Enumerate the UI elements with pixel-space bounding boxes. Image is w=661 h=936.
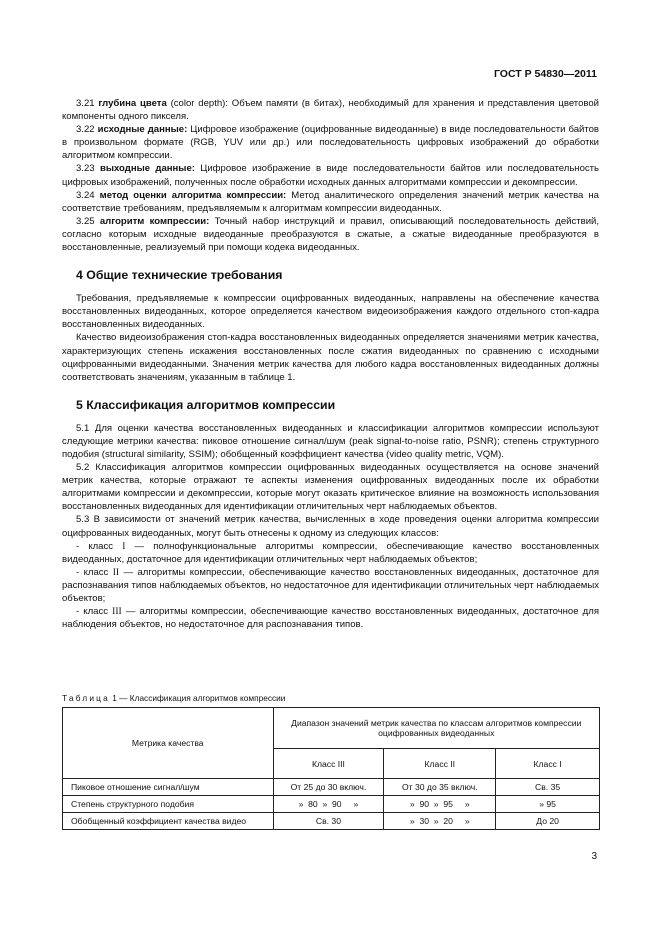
clause-5-2: 5.2 Классификация алгоритмов компрессии оцифрованных видеоданных осуществляется на основе значений метрик качества, которые отражают те аспекты изменения оцифрованных видеоданных после их обработки алгоритмами компрессии и декомпрессии, которые могут оказать критическое влияние на возможность использования восстановленных видеоданных для идентификации отличительных черт наблюдаемых объектов.: [62, 462, 599, 513]
metric-cell: Пиковое отношение сигнал/шум: [63, 779, 274, 796]
class-iii-cell: Св. 30: [273, 813, 384, 830]
table-caption: [62, 693, 285, 703]
definition-text: (color depth): Объем памяти (в битах), необходимый для хранения и представления цветовой компоненты одного пикселя.: [62, 98, 599, 123]
metric-cell: Степень структурного подобия: [63, 796, 274, 813]
class-description: — алгоритмы компрессии, обеспечивающие качество восстановленных видеоданных, достаточное для распознавания типов наблюдаемых объектов, но недостаточное для идентификации отличительных черт наблюдаемых объектов;: [62, 566, 599, 604]
definition-number: 3.22: [76, 124, 95, 136]
definition-number: 3.23: [76, 163, 95, 175]
class-roman: II: [112, 566, 120, 578]
document-body: [62, 97, 599, 631]
definition-text: Цифровое изображение в виде последовательности байтов или последовательность цифровых изображений, полученных после обработки исходных данных алгоритмами компрессии и декомпрессии.: [62, 163, 600, 188]
class-i-cell: Св. 35: [496, 779, 600, 796]
definition-3-25: [62, 215, 599, 254]
class-ii-item: [62, 566, 599, 605]
definition-3-21: [62, 97, 599, 123]
class-iii-item: [62, 605, 599, 631]
clause-5-1: 5.1 Для оценки качества восстановленных видеоданных и классификации алгоритмов компрессии используют следующие метрики качества: пиковое отношение сигнал/шум (peak signal-to-noise ratio, PSNR); степень структурного подобия (structural similarity, SSIM); обобщенный коэффициент качества (video quality metric, VQM).: [62, 422, 599, 460]
classification-table: [62, 707, 600, 830]
definition-term: исходные данные:: [97, 124, 188, 136]
definition-text: Метод аналитического определения значений метрик качества на соответствие требованиям, предъявляемым к алгоритмам компрессии видеоданных.: [62, 189, 599, 214]
definition-term: выходные данные:: [99, 163, 195, 175]
definition-number: 3.21: [76, 98, 95, 109]
definition-text: Цифровое изображение (оцифрованные видеоданные) в виде последовательности байтов в произвольном формате (RGB, YUV или др.) или последовательность цифровых изображений до обработки алгоритмом компрессии.: [62, 124, 599, 162]
table-header-row: [63, 708, 600, 749]
class-prefix: - класс: [76, 540, 123, 552]
class-ii-cell: » 30 » 20 »: [384, 813, 496, 830]
class-prefix: - класс: [76, 566, 113, 578]
definition-3-22: [62, 123, 599, 162]
metric-column-header: Метрика качества: [63, 708, 274, 779]
definition-3-23: [62, 162, 599, 188]
class-roman: III: [112, 606, 122, 618]
definition-term: алгоритм компрессии:: [99, 215, 210, 227]
section-4-paragraph-2: Качество видеоизображения стоп-кадра восстановленных видеоданных определяется значениями метрик качества, характеризующих степень искажения восстановленных после сжатия видеоданных по сравнению с исходными оцифрованными видеоданными. Значения метрик качества для любого кадра восстановленных видеоданных должны соответствовать значениям, указанным в таблице 1.: [62, 332, 599, 383]
section-5-heading: 5 Классификация алгоритмов компрессии: [76, 397, 336, 412]
range-column-header: Диапазон значений метрик качества по классам алгоритмов компрессии оцифрованных видеоданных: [273, 708, 599, 749]
class-i-cell: » 95: [496, 796, 600, 813]
table-caption-text: 1 — Классификация алгоритмов компрессии: [109, 693, 286, 703]
page-number: 3: [591, 851, 597, 862]
section-4-heading: 4 Общие технические требования: [76, 268, 283, 283]
definition-3-24: [62, 189, 599, 215]
class-iii-cell: » 80 » 90 »: [273, 796, 384, 813]
table-row: [63, 813, 600, 830]
definition-number: 3.24: [76, 189, 95, 201]
class-ii-cell: » 90 » 95 »: [384, 796, 496, 813]
definition-number: 3.25: [76, 215, 95, 227]
clause-5-3: 5.3 В зависимости от значений метрик качества, вычисленных в ходе проведения оценки алгоритма компрессии оцифрованных видеоданных, могут быть отнесены к одному из следующих классов:: [62, 514, 599, 539]
class-i-header: Класс I: [496, 749, 600, 779]
class-iii-header: Класс III: [273, 749, 384, 779]
class-prefix: - класс: [76, 606, 113, 618]
class-ii-cell: От 30 до 35 включ.: [384, 779, 496, 796]
class-ii-header: Класс II: [384, 749, 496, 779]
table-row: [63, 796, 600, 813]
class-i-item: [62, 540, 599, 566]
table-row: [63, 779, 600, 796]
standard-number: ГОСТ Р 54830—2011: [493, 68, 597, 80]
definition-text: Точный набор инструкций и правил, описывающий последовательность действий, согласно которым исходные видеоданные преобразуются в сжатые, а сжатые видеоданные преобразуются в восстановленные, реализуемый при помощи кодека видеоданных.: [62, 215, 600, 254]
definition-term: глубина цвета: [98, 98, 167, 109]
section-4-paragraph-1: Требования, предъявляемые к компрессии оцифрованных видеоданных, направлены на обеспечение качества восстановленных видеоданных, которое определяется качеством видеоизображения каждого отдельного стоп-кадра восстановленных видеоданных.: [62, 293, 599, 331]
class-description: — полнофункциональные алгоритмы компрессии, обеспечивающие качество восстановленных видеоданных, достаточное для идентификации отличительных черт наблюдаемых объектов;: [62, 540, 599, 565]
class-roman: I: [122, 540, 126, 552]
table-caption-word: Таблица: [62, 693, 110, 703]
definition-term: метод оценки алгоритма компрессии:: [99, 189, 287, 201]
class-i-cell: До 20: [496, 813, 600, 830]
class-iii-cell: От 25 до 30 включ.: [273, 779, 384, 796]
class-description: — алгоритмы компрессии, обеспечивающие качество восстановленных видеоданных, достаточное для наблюдения объектов, но недостаточное для распознавания типов.: [62, 606, 599, 631]
metric-cell: Обобщенный коэффициент качества видео: [63, 813, 274, 830]
